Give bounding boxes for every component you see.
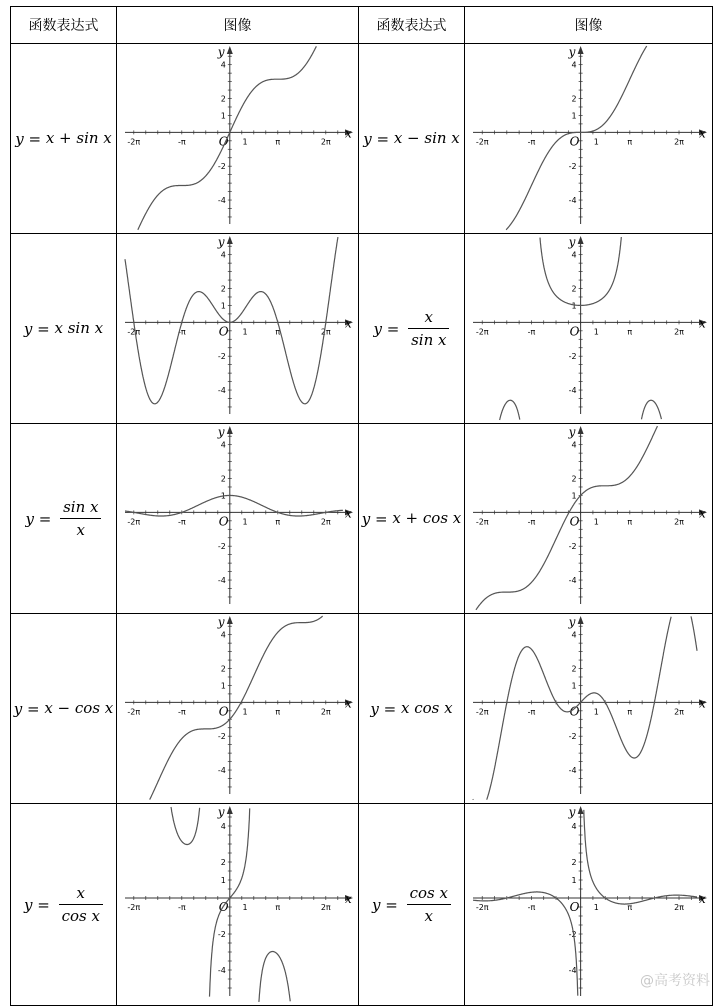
x-tick-label: π bbox=[275, 903, 281, 912]
x-tick-label: 1 bbox=[593, 707, 599, 717]
x-tick-label: 2π bbox=[674, 327, 684, 337]
origin-label: O bbox=[218, 514, 229, 529]
fraction bbox=[60, 498, 101, 539]
header-expression-2: 函数表达式 bbox=[359, 7, 465, 44]
y-tick-label: 2 bbox=[571, 94, 577, 104]
y-tick-label: -2 bbox=[568, 930, 577, 939]
y-tick-label: 2 bbox=[571, 474, 577, 484]
y-axis-label: y bbox=[217, 425, 225, 439]
y-axis-label: y bbox=[568, 805, 576, 819]
x-tick-label: π bbox=[627, 903, 633, 912]
y-tick-label: 4 bbox=[220, 60, 226, 70]
x-axis-label: x bbox=[699, 892, 706, 906]
y-tick-label: -4 bbox=[568, 196, 577, 206]
y-tick-label: 2 bbox=[571, 858, 577, 867]
header-row bbox=[11, 7, 713, 44]
y-tick-label: 1 bbox=[571, 491, 577, 501]
y-arrow-icon bbox=[227, 616, 233, 624]
y-tick-label: 1 bbox=[220, 301, 226, 311]
y-tick-label: -2 bbox=[217, 732, 226, 742]
numerator: x bbox=[408, 308, 449, 329]
y-tick-label: -2 bbox=[217, 162, 226, 172]
y-tick-label: -4 bbox=[568, 386, 577, 396]
expression-lhs: y = bbox=[363, 130, 394, 148]
y-tick-label: -4 bbox=[568, 966, 577, 975]
graph-canvas bbox=[465, 44, 711, 232]
y-tick-label: 4 bbox=[571, 440, 577, 450]
function-expression bbox=[11, 804, 117, 1006]
x-tick-label: -π bbox=[177, 903, 186, 912]
y-tick-label: 1 bbox=[571, 301, 577, 311]
x-tick-label: π bbox=[275, 327, 281, 337]
y-axis-label: y bbox=[568, 235, 576, 249]
y-tick-label: 4 bbox=[571, 250, 577, 260]
x-tick-label: π bbox=[275, 137, 281, 147]
expression-lhs: y = bbox=[372, 895, 403, 914]
x-tick-label: π bbox=[627, 137, 633, 147]
x-tick-label: -2π bbox=[475, 903, 489, 912]
x-tick-label: -π bbox=[177, 327, 186, 337]
y-tick-label: 2 bbox=[220, 858, 226, 867]
y-tick-label: -4 bbox=[568, 576, 577, 586]
function-expression bbox=[359, 234, 465, 424]
table-row bbox=[11, 424, 713, 614]
y-tick-label: 4 bbox=[220, 440, 226, 450]
x-tick-label: -π bbox=[527, 707, 536, 717]
x-axis-label: x bbox=[345, 892, 352, 906]
x-tick-label: -π bbox=[527, 137, 536, 147]
y-arrow-icon bbox=[578, 426, 584, 434]
x-tick-label: 2π bbox=[674, 137, 684, 147]
y-arrow-icon bbox=[227, 236, 233, 244]
y-tick-label: -4 bbox=[217, 576, 226, 586]
expression-rhs: x sin x bbox=[54, 319, 104, 337]
y-tick-label: 4 bbox=[220, 822, 226, 831]
watermark: @高考资料 bbox=[640, 973, 710, 989]
function-graph bbox=[117, 614, 359, 804]
y-tick-label: 2 bbox=[220, 94, 226, 104]
function-expression bbox=[359, 614, 465, 804]
function-expression bbox=[11, 424, 117, 614]
y-tick-label: -2 bbox=[568, 352, 577, 362]
x-tick-label: π bbox=[275, 517, 281, 527]
axes bbox=[125, 426, 353, 604]
x-tick-label: -π bbox=[527, 517, 536, 527]
axes bbox=[125, 46, 353, 224]
axes bbox=[125, 806, 353, 996]
y-axis-label: y bbox=[568, 45, 576, 59]
denominator: cos x bbox=[61, 907, 100, 925]
x-tick-label: -π bbox=[177, 707, 186, 717]
x-tick-label: 1 bbox=[242, 137, 248, 147]
y-tick-label: 4 bbox=[571, 822, 577, 831]
x-tick-label: 2π bbox=[674, 707, 684, 717]
expression-lhs: y = bbox=[25, 509, 57, 528]
graph-canvas bbox=[465, 614, 711, 802]
function-graph bbox=[465, 424, 713, 614]
graph-canvas bbox=[117, 44, 357, 232]
origin-label: O bbox=[569, 514, 580, 529]
graph-canvas bbox=[465, 424, 711, 612]
x-tick-label: -π bbox=[177, 137, 186, 147]
function-graph-table bbox=[10, 6, 713, 1006]
expression-rhs: x − cos x bbox=[44, 699, 114, 717]
x-tick-label: 1 bbox=[593, 517, 599, 527]
y-arrow-icon bbox=[578, 236, 584, 244]
function-expression bbox=[11, 234, 117, 424]
table-row bbox=[11, 804, 713, 1006]
axes bbox=[125, 236, 353, 414]
origin-label: O bbox=[569, 324, 580, 339]
expression-rhs: x + sin x bbox=[45, 129, 112, 147]
axes bbox=[473, 236, 707, 414]
denominator: x bbox=[424, 907, 434, 925]
numerator: x bbox=[59, 884, 103, 905]
y-tick-label: 1 bbox=[571, 111, 577, 121]
denominator: x bbox=[76, 521, 86, 539]
y-arrow-icon bbox=[578, 46, 584, 54]
function-graph bbox=[465, 614, 713, 804]
x-tick-label: π bbox=[627, 707, 633, 717]
expression-lhs: y = bbox=[370, 700, 401, 718]
axes bbox=[473, 46, 707, 224]
y-tick-label: 4 bbox=[220, 250, 226, 260]
origin-label: O bbox=[218, 900, 229, 914]
fraction bbox=[59, 884, 103, 925]
header-expression-1: 函数表达式 bbox=[11, 7, 117, 44]
y-tick-label: -4 bbox=[217, 386, 226, 396]
table-row bbox=[11, 234, 713, 424]
graph-canvas bbox=[117, 614, 357, 802]
expression-rhs: x − sin x bbox=[393, 129, 460, 147]
y-tick-label: 2 bbox=[571, 284, 577, 294]
y-axis-label: y bbox=[568, 615, 576, 629]
graph-canvas bbox=[117, 234, 357, 422]
x-tick-label: 1 bbox=[242, 517, 248, 527]
y-tick-label: -2 bbox=[217, 930, 226, 939]
x-tick-label: 2π bbox=[320, 707, 331, 717]
x-tick-label: π bbox=[275, 707, 281, 717]
x-tick-label: -2π bbox=[127, 517, 141, 527]
x-tick-label: 1 bbox=[593, 327, 599, 337]
table-row bbox=[11, 44, 713, 234]
function-expression bbox=[11, 614, 117, 804]
y-tick-label: 2 bbox=[571, 664, 577, 674]
y-tick-label: 1 bbox=[220, 876, 226, 885]
y-arrow-icon bbox=[227, 426, 233, 434]
origin-label: O bbox=[569, 704, 580, 719]
function-expression bbox=[359, 804, 465, 1006]
x-tick-label: -2π bbox=[127, 137, 141, 147]
graph-canvas bbox=[465, 234, 711, 422]
x-tick-label: π bbox=[627, 517, 633, 527]
x-tick-label: -2π bbox=[127, 707, 141, 717]
origin-label: O bbox=[218, 134, 229, 149]
denominator: sin x bbox=[411, 331, 447, 349]
y-arrow-icon bbox=[227, 46, 233, 54]
y-arrow-icon bbox=[227, 806, 233, 814]
y-tick-label: -4 bbox=[217, 766, 226, 776]
x-tick-label: -π bbox=[177, 517, 186, 527]
x-tick-label: 1 bbox=[242, 707, 248, 717]
x-tick-label: 1 bbox=[242, 327, 248, 337]
origin-label: O bbox=[569, 900, 580, 914]
fraction bbox=[408, 308, 449, 349]
y-tick-label: 1 bbox=[571, 876, 577, 885]
graph-canvas bbox=[117, 804, 357, 1004]
numerator: sin x bbox=[60, 498, 101, 519]
x-axis-label: x bbox=[345, 696, 352, 711]
function-graph bbox=[465, 44, 713, 234]
origin-label: O bbox=[218, 704, 229, 719]
expression-lhs: y = bbox=[373, 319, 405, 338]
expression-lhs: y = bbox=[361, 510, 393, 528]
function-curve bbox=[473, 616, 697, 799]
y-tick-label: 4 bbox=[571, 630, 577, 640]
function-curve bbox=[473, 810, 697, 996]
x-tick-label: 2π bbox=[320, 903, 331, 912]
y-tick-label: -4 bbox=[568, 766, 577, 776]
expression-rhs: x + cos x bbox=[392, 509, 462, 527]
y-tick-label: -4 bbox=[217, 196, 226, 206]
y-tick-label: 4 bbox=[571, 60, 577, 70]
y-tick-label: 2 bbox=[220, 664, 226, 674]
y-tick-label: 1 bbox=[220, 681, 226, 691]
expression-rhs: x cos x bbox=[401, 699, 453, 717]
x-tick-label: 1 bbox=[242, 903, 248, 912]
y-axis-label: y bbox=[217, 805, 225, 819]
y-axis-label: y bbox=[568, 425, 576, 439]
y-tick-label: -4 bbox=[217, 966, 226, 975]
x-tick-label: 1 bbox=[593, 903, 599, 912]
y-tick-label: -2 bbox=[568, 542, 577, 552]
x-tick-label: 2π bbox=[320, 517, 331, 527]
axes bbox=[473, 616, 707, 794]
x-tick-label: 2π bbox=[674, 903, 684, 912]
x-tick-label: -2π bbox=[475, 327, 489, 337]
x-axis-label: x bbox=[345, 126, 352, 141]
x-tick-label: -π bbox=[527, 903, 536, 912]
x-axis-label: x bbox=[345, 506, 352, 521]
header-graph-1: 图像 bbox=[117, 7, 359, 44]
y-axis-label: y bbox=[217, 45, 225, 59]
graph-canvas bbox=[117, 424, 357, 612]
y-tick-label: -2 bbox=[217, 352, 226, 362]
y-tick-label: 1 bbox=[220, 491, 226, 501]
expression-lhs: y = bbox=[24, 895, 55, 914]
y-axis-label: y bbox=[217, 615, 225, 629]
origin-label: O bbox=[218, 324, 229, 339]
x-tick-label: -2π bbox=[475, 707, 489, 717]
numerator: cos x bbox=[407, 884, 451, 905]
expression-lhs: y = bbox=[15, 130, 46, 148]
function-graph bbox=[117, 234, 359, 424]
x-axis-label: x bbox=[699, 316, 706, 331]
y-tick-label: 4 bbox=[220, 630, 226, 640]
function-graph bbox=[465, 234, 713, 424]
function-curve bbox=[171, 807, 290, 1002]
y-tick-label: -2 bbox=[568, 162, 577, 172]
expression-lhs: y = bbox=[23, 320, 55, 338]
expression-lhs: y = bbox=[13, 700, 45, 718]
axes bbox=[473, 426, 707, 604]
x-tick-label: -2π bbox=[475, 137, 489, 147]
function-expression bbox=[359, 424, 465, 614]
y-tick-label: -2 bbox=[568, 732, 577, 742]
y-arrow-icon bbox=[578, 806, 584, 814]
x-tick-label: 1 bbox=[593, 137, 599, 147]
y-tick-label: 1 bbox=[220, 111, 226, 121]
y-tick-label: 2 bbox=[220, 474, 226, 484]
x-axis-label: x bbox=[699, 696, 706, 711]
function-graph bbox=[117, 44, 359, 234]
y-tick-label: 1 bbox=[571, 681, 577, 691]
y-tick-label: -2 bbox=[217, 542, 226, 552]
y-tick-label: 2 bbox=[220, 284, 226, 294]
fraction bbox=[407, 884, 451, 925]
y-axis-label: y bbox=[217, 235, 225, 249]
x-tick-label: -π bbox=[527, 327, 536, 337]
function-curve bbox=[150, 616, 323, 800]
x-tick-label: -2π bbox=[475, 517, 489, 527]
function-expression bbox=[11, 44, 117, 234]
function-curve bbox=[138, 46, 317, 230]
x-tick-label: 2π bbox=[320, 327, 331, 337]
x-axis-label: x bbox=[699, 506, 706, 521]
x-tick-label: 2π bbox=[674, 517, 684, 527]
function-graph bbox=[117, 804, 359, 1006]
function-curve bbox=[125, 237, 338, 404]
x-tick-label: π bbox=[627, 327, 633, 337]
x-tick-label: -2π bbox=[127, 903, 141, 912]
origin-label: O bbox=[569, 134, 580, 149]
function-expression bbox=[359, 44, 465, 234]
y-arrow-icon bbox=[578, 616, 584, 624]
x-axis-label: x bbox=[345, 316, 352, 331]
function-graph bbox=[117, 424, 359, 614]
x-axis-label: x bbox=[699, 126, 706, 141]
x-tick-label: -2π bbox=[127, 327, 141, 337]
table-row bbox=[11, 614, 713, 804]
axes bbox=[473, 806, 707, 996]
x-tick-label: 2π bbox=[320, 137, 331, 147]
header-graph-2: 图像 bbox=[465, 7, 713, 44]
